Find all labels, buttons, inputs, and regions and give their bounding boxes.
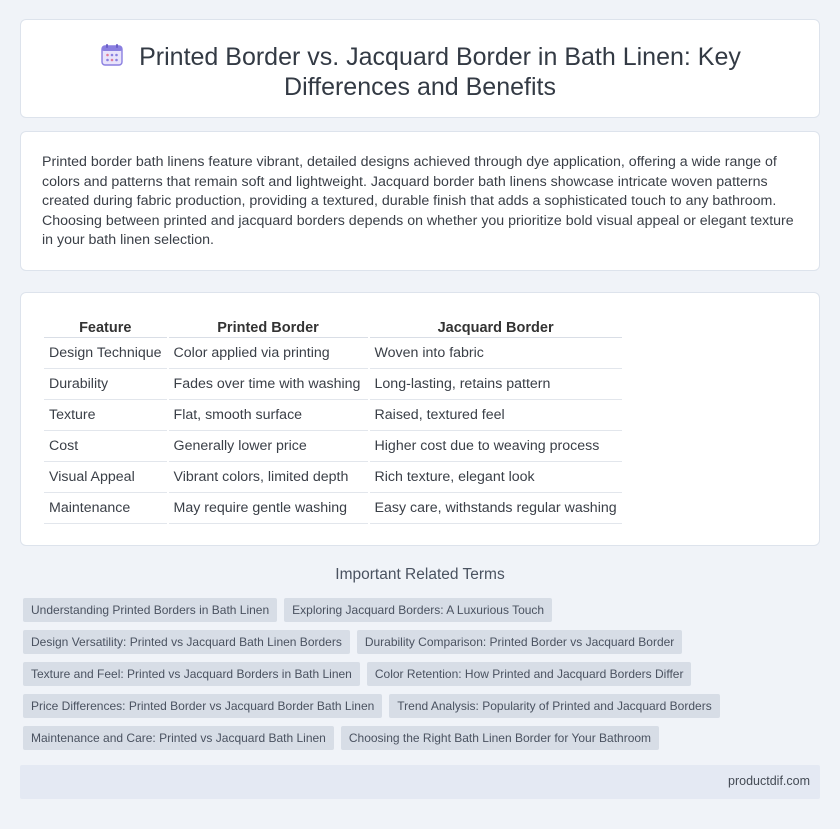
comparison-card xyxy=(20,292,820,546)
tag-row xyxy=(23,598,823,622)
related-terms-list xyxy=(23,598,823,758)
footer-site-name: productdif.com xyxy=(728,774,810,788)
cell-jacquard: Long-lasting, retains pattern xyxy=(370,369,622,400)
tag-row xyxy=(23,630,823,654)
table-row xyxy=(44,400,622,431)
related-term-tag[interactable]: Color Retention: How Printed and Jacquard Borders Differ xyxy=(367,662,692,686)
cell-printed: Flat, smooth surface xyxy=(169,400,368,431)
comparison-table xyxy=(42,314,624,524)
intro-card xyxy=(20,131,820,271)
cell-jacquard: Higher cost due to weaving process xyxy=(370,431,622,462)
header-feature: Feature xyxy=(44,314,167,338)
cell-printed: Color applied via printing xyxy=(169,338,368,369)
related-term-tag[interactable]: Texture and Feel: Printed vs Jacquard Borders in Bath Linen xyxy=(23,662,360,686)
related-term-tag[interactable]: Design Versatility: Printed vs Jacquard Bath Linen Borders xyxy=(23,630,350,654)
cell-feature: Design Technique xyxy=(44,338,167,369)
cell-printed: Generally lower price xyxy=(169,431,368,462)
header-printed-border: Printed Border xyxy=(169,314,368,338)
table-row xyxy=(44,493,622,524)
cell-printed: Fades over time with washing xyxy=(169,369,368,400)
cell-jacquard: Rich texture, elegant look xyxy=(370,462,622,493)
related-term-tag[interactable]: Price Differences: Printed Border vs Jacquard Border Bath Linen xyxy=(23,694,382,718)
cell-feature: Durability xyxy=(44,369,167,400)
tag-row xyxy=(23,694,823,718)
intro-paragraph: Printed border bath linens feature vibrant, detailed designs achieved through dye application, offering a wide range of colors and patterns that remain soft and lightweight. Jacquard border bath linens showcase intricate woven patterns created during fabric production, providing a textured, durable finish that adds a sophisticated touch to any bathroom. Choosing between printed and jacquard borders depends on whether you prioritize bold visual appeal or elegant texture in your bath linen selection. xyxy=(42,154,794,249)
cell-feature: Cost xyxy=(44,431,167,462)
header-jacquard-border: Jacquard Border xyxy=(370,314,622,338)
cell-feature: Visual Appeal xyxy=(44,462,167,493)
cell-jacquard: Easy care, withstands regular washing xyxy=(370,493,622,524)
calendar-icon xyxy=(99,42,125,68)
header-card xyxy=(20,19,820,118)
table-row xyxy=(44,462,622,493)
page-title: Printed Border vs. Jacquard Border in Bath Linen: Key Differences and Benefits xyxy=(139,43,741,101)
related-term-tag[interactable]: Maintenance and Care: Printed vs Jacquard Bath Linen xyxy=(23,726,334,750)
related-term-tag[interactable]: Choosing the Right Bath Linen Border for Your Bathroom xyxy=(341,726,659,750)
cell-jacquard: Woven into fabric xyxy=(370,338,622,369)
tag-row xyxy=(23,662,823,686)
table-header-row xyxy=(44,314,622,338)
related-term-tag[interactable]: Exploring Jacquard Borders: A Luxurious Touch xyxy=(284,598,552,622)
table-row xyxy=(44,369,622,400)
footer-bar xyxy=(20,765,820,799)
cell-feature: Texture xyxy=(44,400,167,431)
table-row xyxy=(44,431,622,462)
cell-printed: May require gentle washing xyxy=(169,493,368,524)
related-term-tag[interactable]: Understanding Printed Borders in Bath Linen xyxy=(23,598,277,622)
cell-jacquard: Raised, textured feel xyxy=(370,400,622,431)
related-term-tag[interactable]: Durability Comparison: Printed Border vs Jacquard Border xyxy=(357,630,682,654)
related-terms-heading: Important Related Terms xyxy=(335,566,505,583)
page-title-container xyxy=(21,42,819,102)
tag-row xyxy=(23,726,823,750)
table-row xyxy=(44,338,622,369)
related-term-tag[interactable]: Trend Analysis: Popularity of Printed and Jacquard Borders xyxy=(389,694,719,718)
cell-printed: Vibrant colors, limited depth xyxy=(169,462,368,493)
cell-feature: Maintenance xyxy=(44,493,167,524)
